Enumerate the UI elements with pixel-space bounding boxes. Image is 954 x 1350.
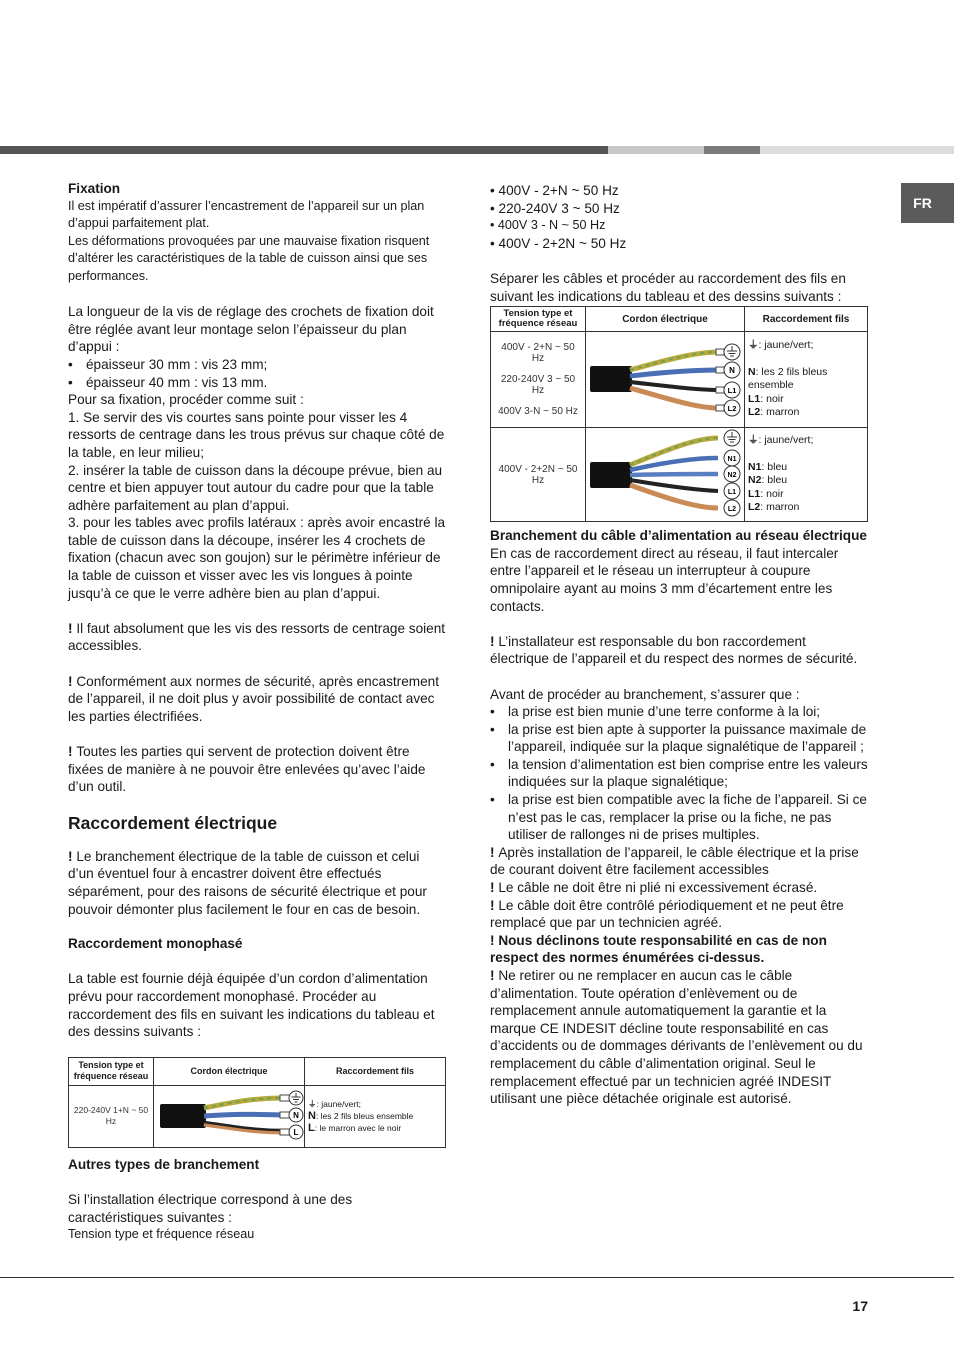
table-header: Cordon électrique: [154, 1057, 305, 1085]
footer-divider: [0, 1277, 954, 1278]
voltage-cell: 400V - 2+N ~ 50 Hz 220-240V 3 ~ 50 Hz 400V 3-N ~ 50 Hz: [491, 332, 586, 428]
list-item: • la prise est bien compatible avec la fiche de l’appareil. Si ce n’est pas le cas, remplacer la prise ou la fiche, ne pas utiliser de rallonges ni de prises multiples.: [490, 791, 868, 844]
cable-5-wire-illustration: [586, 428, 742, 518]
voltage-cell: 400V - 2+2N ~ 50 Hz: [491, 428, 586, 522]
terminal-label: N1: [727, 456, 737, 464]
mono-title: Raccordement monophasé: [68, 936, 243, 952]
header-bar-dark: [0, 146, 608, 154]
section-warning: ! Le branchement électrique de la table de cuisson et celui d’un éventuel four à encastrer doivent être effectués séparément, pour des raisons de sécurité électrique et pour pouvoir démonter plus facilement le four en cas de besoin.: [68, 848, 427, 917]
cord-diagram: [586, 332, 745, 428]
language-badge: FR: [901, 183, 954, 223]
mono-wiring-table: [68, 1057, 446, 1148]
earth-icon: ⏚: [748, 434, 759, 447]
before-paragraph: Avant de procéder au branchement, s’assurer que :: [490, 686, 800, 702]
table-header: Raccordement fils: [305, 1057, 446, 1085]
header-bar-mid: [704, 146, 760, 154]
warning-fold: ! Le câble ne doit être ni plié ni excessivement écrasé.: [490, 880, 818, 896]
warning-replace: ! Ne retirer ou ne remplacer en aucun cas le câble d’alimentation. Toute opération d’enlèvement ou de remplacement annule automatiquement la garantie et la marque CE INDESIT décline toute responsabilité en cas d’accidents ou de dommages dérivants de l’enlèvement ou du remplacement du câble d’alimentation original. Seul le remplacement effectué par un technicien agréé INDESIT utilisant une pièce détachée originale est autorisé.: [490, 968, 863, 1107]
list-item: • 400V 3 - N ~ 50 Hz: [490, 218, 606, 233]
fixation-para-1a: Il est impératif d’assurer l’encastrement de l’appareil sur un plan d’appui parfaitement plat.: [68, 198, 425, 231]
cable-title: Branchement du câble d’alimentation au réseau électrique: [490, 528, 867, 544]
terminal-label: N2: [727, 472, 737, 480]
terminal-label: L1: [727, 386, 737, 396]
list-item: • la prise est bien munie d’une terre conforme à la loi;: [490, 703, 868, 721]
section-title: Raccordement électrique: [68, 812, 278, 833]
header-bar-pale: [760, 146, 954, 154]
warning-access: ! Après installation de l’appareil, le câble électrique et la prise de courant doivent être facilement accessibles: [490, 844, 859, 878]
list-item: • 220-240V 3 ~ 50 Hz: [490, 200, 620, 216]
legend-cell: ⏚: jaune/vert; N: les 2 fils bleus ensemble L1: noir L2: marron: [745, 332, 868, 428]
warning-check: ! Le câble doit être contrôlé périodiquement et ne peut être remplacé que par un technicien agréé.: [490, 897, 844, 931]
fixation-title: Fixation: [68, 181, 121, 196]
legend-cell: ⏚: jaune/vert; N: les 2 fils bleus ensemble L: le marron avec le noir: [305, 1085, 446, 1147]
terminal-label: L2: [727, 404, 737, 414]
cable-4-wire-illustration: [586, 332, 742, 424]
header-bar-light: [608, 146, 704, 154]
cord-diagram: [586, 428, 745, 522]
voltage-list: [490, 182, 868, 252]
warning-1: ! Il faut absolument que les vis des ressorts de centrage soient accessibles.: [68, 620, 446, 654]
wire-blue: [204, 1114, 282, 1116]
other-small: Tension type et fréquence réseau: [68, 1227, 255, 1242]
check-list: [490, 703, 868, 844]
terminal-label: L1: [727, 489, 737, 497]
table-header: Tension type et fréquence réseau: [491, 307, 586, 332]
list-item: • la prise est bien apte à supporter la puissance maximale de l’appareil, indiquée sur la plaque signalétique de l’appareil ;: [490, 721, 868, 756]
wire-earth: [630, 352, 718, 370]
list-item: • 400V - 2+2N ~ 50 Hz: [490, 235, 627, 251]
list-item: • épaisseur 40 mm : vis 13 mm.: [68, 374, 446, 392]
terminal-label: N: [729, 366, 735, 376]
wire-blue: [630, 370, 718, 376]
table-header: Tension type et fréquence réseau: [69, 1057, 154, 1085]
terminal-label: L2: [727, 506, 737, 514]
warning-2: ! Conformément aux normes de sécurité, après encastrement de l’appareil, il ne doit plus y avoir possibilité de contact avec les parties électrifiées.: [68, 673, 439, 724]
other-title: Autres types de branchement: [68, 1156, 260, 1172]
warning-3: ! Toutes les parties qui servent de protection doivent être fixées de manière à ne pouvoir être enlevées qu’avec l’aide d’un outil.: [68, 744, 426, 795]
warning-liability: ! Nous déclinons toute responsabilité en cas de non respect des normes énumérées ci-dessus.: [490, 932, 827, 966]
earth-icon: ⏚: [308, 1099, 317, 1110]
terminal-label: N: [293, 1110, 299, 1120]
terminal-label: L: [293, 1127, 299, 1137]
step-3: 3. pour les tables avec profils latéraux : après avoir encastré la table de cuisson dans la découpe, insérer les 4 crochets de fixation (chacun avec son goujon) sur le périmètre inférieur de la table de cuisson et visser avec les vis longues à pointe jusqu’à ce que le verre adhère bien au plan d’appui.: [68, 515, 446, 601]
step-1: 1. Se servir des vis courtes sans pointe pour visser les 4 ressorts de centrage dans les trous prévus sur chaque côté de la table, en leur milieu;: [68, 409, 445, 460]
separate-paragraph: Séparer les câbles et procéder au raccordement des fils en suivant les indications du tableau et des dessins suivants :: [490, 270, 846, 304]
step-2: 2. insérer la table de cuisson dans la découpe prévue, bien au centre et bien appuyer tout autour du cadre pour que la table adhère parfaitement au plan d’appui.: [68, 462, 443, 513]
left-column: [68, 180, 446, 1244]
earth-icon: ⏚: [748, 339, 759, 352]
page-number: 17: [852, 1298, 868, 1314]
legend-cell: ⏚: jaune/vert; N1: bleu N2: bleu L1: noir L2: marron: [745, 428, 868, 522]
cord-diagram: [154, 1085, 305, 1147]
mono-paragraph: La table est fournie déjà équipée d’un cordon d’alimentation prévu pour raccordement monophasé. Procéder au raccordement des fils en suivant les indications du tableau et des dessins suivants :: [68, 971, 435, 1040]
procedure-intro: Pour sa fixation, procéder comme suit :: [68, 392, 304, 408]
wire-blue-2: [630, 474, 718, 475]
list-item: • 400V - 2+N ~ 50 Hz: [490, 183, 619, 198]
cable-3-wire-illustration: [154, 1086, 304, 1144]
fixation-para-2: La longueur de la vis de réglage des crochets de fixation doit être réglée avant leur montage selon l’épaisseur du plan d’appui :: [68, 304, 434, 355]
right-column: [490, 182, 868, 1108]
table-header: Cordon électrique: [586, 307, 745, 332]
wire-black: [630, 382, 718, 390]
warning-installer: ! L’installateur est responsable du bon raccordement électrique de l’appareil et du respect des normes de sécurité.: [490, 633, 858, 667]
cable-sheath: [160, 1104, 206, 1128]
table-header: Raccordement fils: [745, 307, 868, 332]
thickness-list: [68, 356, 446, 391]
multi-wiring-table: [490, 306, 868, 522]
fixation-para-1b: Les déformations provoquées par une mauvaise fixation risquent d’altérer les caractéristiques de la table de cuisson ainsi que ses performances.: [68, 233, 430, 283]
cable-paragraph: En cas de raccordement direct au réseau, il faut intercaler entre l’appareil et le réseau un interrupteur à coupure omnipolaire ayant au moins 3 mm d’écartement entre les contacts.: [490, 545, 839, 614]
list-item: • la tension d’alimentation est bien comprise entre les valeurs indiquées sur la plaque signalétique;: [490, 756, 868, 791]
list-item: • épaisseur 30 mm : vis 23 mm;: [68, 356, 446, 374]
other-paragraph: Si l’installation électrique correspond à une des caractéristiques suivantes :: [68, 1191, 353, 1225]
voltage-cell: 220-240V 1+N ~ 50 Hz: [69, 1085, 154, 1147]
